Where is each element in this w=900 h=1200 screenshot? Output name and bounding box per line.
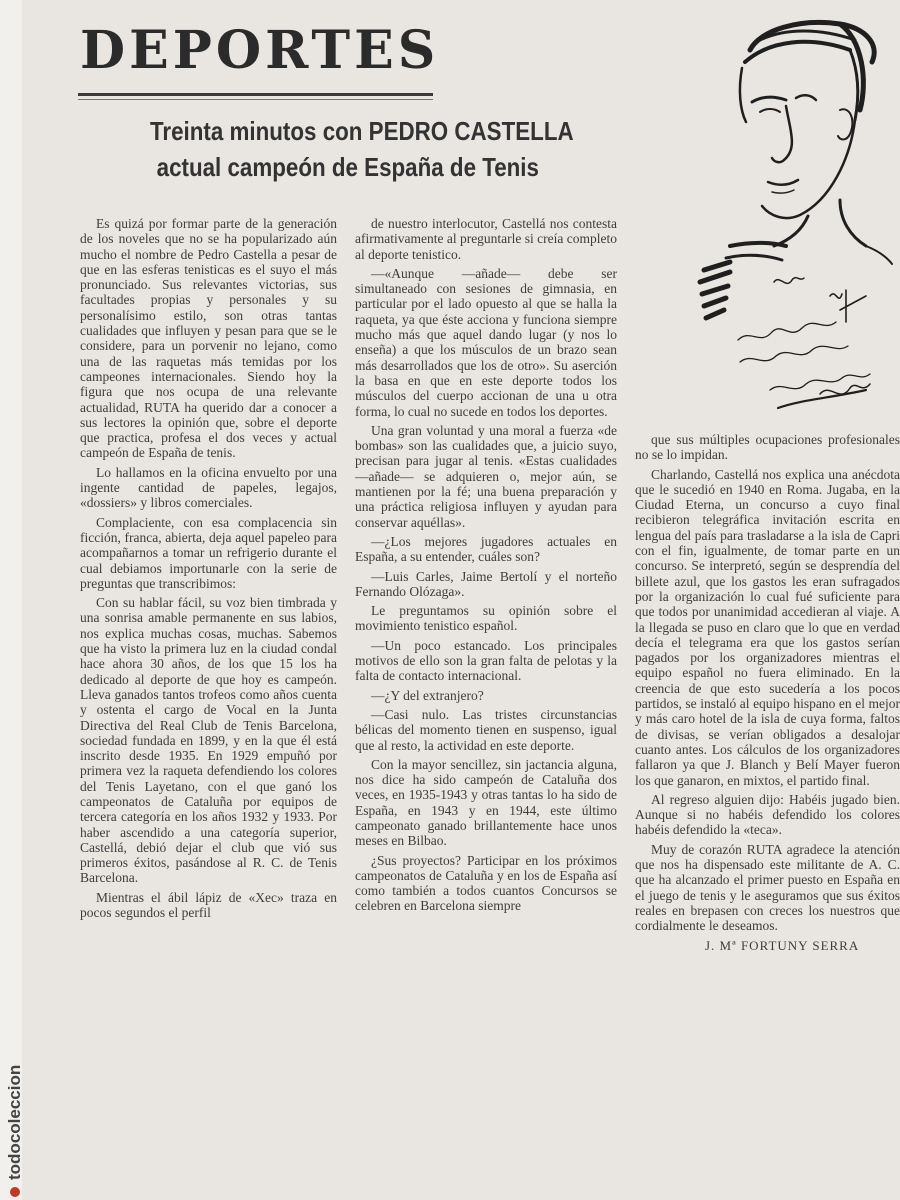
paragraph: Lo hallamos en la oficina envuelto por una ingente cantidad de papeles, legajos, «dossiers» y libros comerciales. [80,464,337,511]
paragraph: de nuestro interlocutor, Castellá nos contesta afirmativamente al preguntarle si creía completo al deporte tenistico. [355,216,617,262]
section-title: DEPORTES [80,20,440,81]
article-column-1 [80,216,337,1200]
article-column-2 [355,216,617,1200]
paragraph: —Casi nulo. Las tristes circunstancias bélicas del momento tienen en suspenso, igual que al resto, la actividad en este deporte. [355,706,617,753]
title-underline-thin [78,99,433,100]
article-headline [150,113,574,185]
paragraph: Con su hablar fácil, su voz bien timbrada y una sonrisa amable permanente en sus labios, nos explica muchas cosas, muchas. Sabemos que ha visto la primera luz en la ciudad condal hace ahora 30 años, de los que 15 los ha dedicado al deporte de que hoy es campeón. Lleva ganados tantos trofeos como años cuenta y ostenta el cargo de Vocal en la Junta Directiva del Real Club de Tenis Barcelona, sociedad fundada en 1899, y en la que él está inscrito desde 1935. En 1929 empuñó por primera vez la raqueta defendiendo los colores del Tenis Layetano, con el que ganó los campeonatos de Cataluña por equipos de tercera categoría en los años 1932 y 1933. Por haber ascendido a una categoría superior, Castellá, debió dejar el club que vió sus primeros éxitos, pasándose al R. C. de Tenis Barcelona. [80,595,337,886]
paragraph: —Luis Carles, Jaime Bertolí y el norteño Fernando Olózaga». [355,568,617,599]
watermark-logo [4,1010,26,1200]
portrait-sketch [690,10,895,425]
paragraph: Mientras el ábil lápiz de «Xec» traza en pocos segundos el perfil [80,889,337,921]
title-underline [78,93,433,96]
article-column-3 [635,432,900,1200]
paragraph: —¿Y del extranjero? [371,687,484,703]
paragraph: Complaciente, con esa complacencia sin ficción, franca, abierta, deja aquel papeleo para acompañarnos a tomar un refrigerio durante el cual debiamos importunarle con la serie de preguntas que transcribimos: [80,514,337,591]
paragraph: Una gran voluntad y una moral a fuerza «de bombas» son las cualidades que, a juicio suyo, precisan para jugar al tenis. «Estas cualidades —añade— se adquieren o, mejor aún, se mantienen por la fé; una buena preparación y una práctica religiosa influyen y ayudan para conservar aquéllas». [355,422,617,530]
paragraph: —«Aunque —añade— debe ser simultaneado con sesiones de gimnasia, en particular por el lado opuesto al que se halla la raqueta, ya que éste acciona y funciona siempre mucho más que aquel dando lugar (y nos lo enseña) a que los músculos de un brazo sean más desarrollados que los de otro». Su aserción la basa en que en este deporte todos los músculos del cuerpo accionan de una u otra forma, lo cual no sucede en todos los deportes. [355,265,617,419]
paragraph: Charlando, Castellá nos explica una anécdota que le sucedió en 1940 en Roma. Jugaba, en la Ciudad Eterna, un concurso a cuyo final recibieron telegráfica invitación escrita en lengua del país para trasladarse a la isla de Capri con el fin, igualmente, de tomar parte en un concurso. Se interpretó, según se desprendía del billete azul, que los gastos les eran sufragados por la organización lo cual fué suficiente para que todos por unanimidad accedieran al viaje. A la llegada se puso en claro que lo que en verdad decía el telegrama era que los gastos serían pagados por los organizadores mientras el equipo español no fuera eliminado. En la creencia de que esto sucedería a los pocos partidos, se instaló al equipo hispano en el mejor y más caro hotel de la isla de cuya forma, faltos de divisas, se verían obligados a desalojar cuanto antes. Los cálculos de los organizadores fallaron ya que J. Blanch y Belí Mayer fueron los que ganaron, en mixtos, el partido final. [635,466,900,788]
paragraph: —Un poco estancado. Los principales motivos de ello son la gran falta de pelotas y la falta de contacto internacional. [355,637,617,684]
headline-line-1: Treinta minutos con PEDRO CASTELLA [150,116,574,146]
paragraph: que sus múltiples ocupaciones profesionales no se lo impidan. [635,432,900,463]
headline-line-2: actual campeón de España de Tenis [156,152,539,182]
paragraph: ¿Sus proyectos? Participar en los próximos campeonatos de Cataluña y en los de España así como también a todos cuantos Concursos se celebren en Barcelona siempre [355,852,617,914]
author-byline: J. Mª FORTUNY SERRA [705,937,860,953]
paragraph: Es quizá por formar parte de la generación de los noveles que no se ha popularizado aún mucho el nombre de Pedro Castella a pesar de que en las esferas tenisticas es el suyo el más pronunciado. Sus relevantes victorias, sus facultades propias y personales y su personalísimo estilo, son otras tantas cualidades que influyen y pesan para que se le considere, para un porvenir no lejano, como una de las raquetas más temidas por los campeones internacionales. Siendo hoy la figura que nos ocupa de una relevante actualidad, RUTA ha querido dar a conocer a sus lectores la opinión que, sobre el deporte que practica, profesa el dos veces y actual campeón de España de tenis. [80,216,337,461]
paragraph: Con la mayor sencillez, sin jactancia alguna, nos dice ha sido campeón de Cataluña dos veces, en 1935-1943 y otras tantas lo ha sido de España, en 1943 y en 1944, este último campeonato ganado brillantemente hace unos meses en Bilbao. [355,756,617,849]
paragraph: —¿Los mejores jugadores actuales en España, a su entender, cuáles son? [355,533,617,565]
watermark-text: todocoleccion [5,1064,24,1180]
paragraph: Muy de corazón RUTA agradece la atención que nos ha dispensado este militante de A. C. que ha alcanzado el primer puesto en España en el juego de tenis y le aseguramos que sus éxitos reales en brepasen con creces los nuestros que cordialmente le deseamos. [635,841,900,934]
paragraph: Al regreso alguien dijo: Habéis jugado bien. Aunque si no habéis defendido los colores habéis defendido la «teca». [635,791,900,838]
sketch-portrait-icon [690,10,895,425]
paragraph: Le preguntamos su opinión sobre el movimiento tenistico español. [355,603,617,634]
